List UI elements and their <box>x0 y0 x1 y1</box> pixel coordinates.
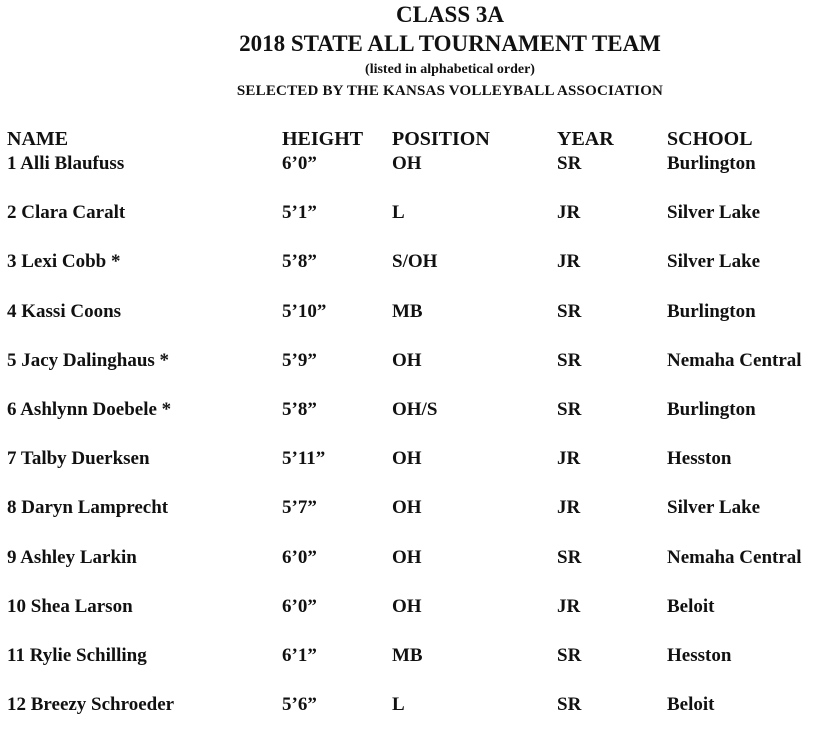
player-year: JR <box>557 448 581 469</box>
player-position: MB <box>392 645 423 666</box>
player-school: Silver Lake <box>667 497 761 518</box>
player-height: 5’8” <box>282 251 317 272</box>
player-position: OH <box>392 153 422 174</box>
player-school: Burlington <box>667 301 756 322</box>
player-name: 6 Ashlynn Doebele * <box>7 399 172 420</box>
player-year: JR <box>557 202 581 223</box>
player-year: SR <box>557 399 582 420</box>
player-position: L <box>392 202 405 223</box>
player-height: 6’0” <box>282 596 317 617</box>
player-school: Beloit <box>667 596 715 617</box>
player-name: 8 Daryn Lamprecht <box>7 497 169 518</box>
player-position: MB <box>392 301 423 322</box>
player-school: Burlington <box>667 399 756 420</box>
player-position: OH <box>392 448 422 469</box>
document-subtitle: 2018 STATE ALL TOURNAMENT TEAM <box>239 31 661 56</box>
column-header-height: HEIGHT <box>282 128 364 150</box>
selection-note: SELECTED BY THE KANSAS VOLLEYBALL ASSOCIATION <box>236 83 664 99</box>
player-height: 6’1” <box>282 645 317 666</box>
player-year: SR <box>557 645 582 666</box>
player-name: 10 Shea Larson <box>7 596 133 617</box>
player-year: SR <box>557 694 582 715</box>
player-name: 4 Kassi Coons <box>7 301 122 322</box>
player-position: OH <box>392 596 422 617</box>
player-year: JR <box>557 497 581 518</box>
sort-note: (listed in alphabetical order) <box>365 62 535 77</box>
player-position: OH <box>392 350 422 371</box>
player-name: 1 Alli Blaufuss <box>7 153 125 174</box>
player-name: 3 Lexi Cobb * <box>7 251 121 272</box>
player-position: L <box>392 694 405 715</box>
player-position: OH/S <box>392 399 438 420</box>
player-year: SR <box>557 547 582 568</box>
player-position: S/OH <box>392 251 438 272</box>
player-name: 7 Talby Duerksen <box>7 448 150 469</box>
player-height: 5’1” <box>282 202 317 223</box>
player-school: Beloit <box>667 694 715 715</box>
player-school: Nemaha Central <box>667 547 802 568</box>
player-height: 6’0” <box>282 153 317 174</box>
player-height: 6’0” <box>282 547 317 568</box>
player-name: 5 Jacy Dalinghaus * <box>7 350 170 371</box>
document-title: CLASS 3A <box>395 2 504 27</box>
player-height: 5’10” <box>282 301 327 322</box>
player-school: Hesston <box>667 645 732 666</box>
player-height: 5’7” <box>282 497 317 518</box>
column-header-year: YEAR <box>557 128 614 150</box>
player-height: 5’9” <box>282 350 317 371</box>
player-name: 11 Rylie Schilling <box>7 645 147 666</box>
player-year: JR <box>557 251 581 272</box>
player-position: OH <box>392 497 422 518</box>
player-year: SR <box>557 301 582 322</box>
player-school: Hesston <box>667 448 732 469</box>
player-year: SR <box>557 350 582 371</box>
player-school: Silver Lake <box>667 202 761 223</box>
player-school: Burlington <box>667 153 756 174</box>
player-school: Nemaha Central <box>667 350 802 371</box>
column-header-position: POSITION <box>392 128 490 150</box>
player-year: SR <box>557 153 582 174</box>
player-height: 5’11” <box>282 448 326 469</box>
player-height: 5’6” <box>282 694 317 715</box>
player-year: JR <box>557 596 581 617</box>
player-name: 12 Breezy Schroeder <box>7 694 175 715</box>
column-header-name: NAME <box>7 128 69 150</box>
player-name: 2 Clara Caralt <box>7 202 126 223</box>
player-position: OH <box>392 547 422 568</box>
column-header-school: SCHOOL <box>667 128 753 150</box>
player-school: Silver Lake <box>667 251 761 272</box>
player-height: 5’8” <box>282 399 317 420</box>
player-name: 9 Ashley Larkin <box>7 547 137 568</box>
